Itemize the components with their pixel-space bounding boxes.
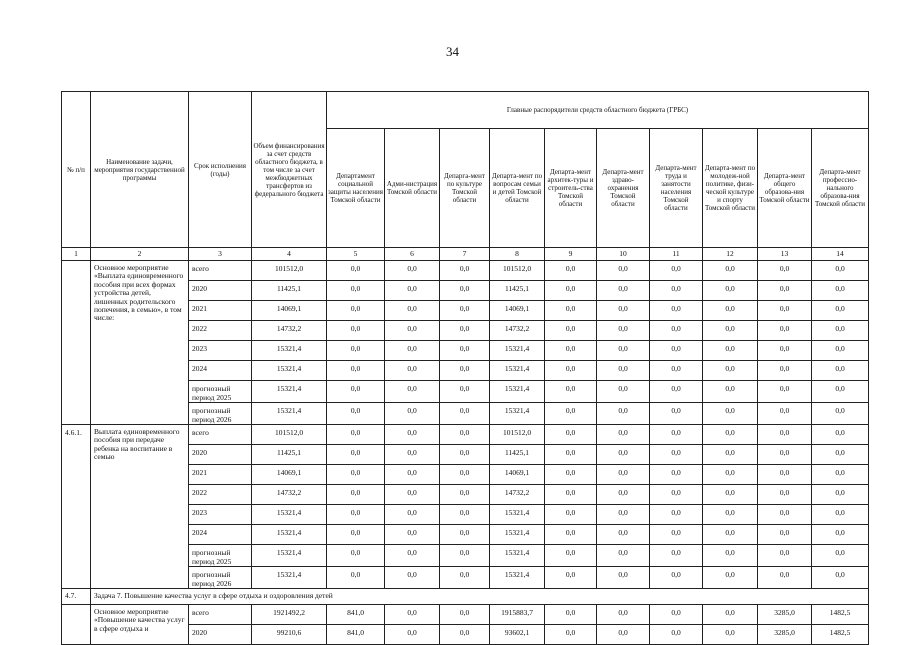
value-cell: 0,0 (385, 625, 440, 645)
value-cell: 0,0 (597, 341, 650, 361)
value-cell: 0,0 (597, 403, 650, 425)
row-index: 4.6.1. (62, 425, 91, 589)
value-cell: 0,0 (812, 425, 869, 445)
header-department: Департа-мент здраво-охранения Томской области (597, 129, 650, 248)
value-cell: 0,0 (385, 425, 440, 445)
value-cell: 0,0 (703, 321, 758, 341)
value-cell: 0,0 (597, 281, 650, 301)
value-cell: 0,0 (597, 425, 650, 445)
value-cell: 0,0 (545, 261, 597, 281)
period-cell: прогнозный период 2026 (189, 403, 252, 425)
value-cell: 14069,1 (490, 301, 545, 321)
column-number: 7 (440, 248, 490, 261)
value-cell: 0,0 (545, 605, 597, 625)
value-cell: 0,0 (440, 445, 490, 465)
value-cell: 0,0 (650, 445, 703, 465)
value-cell: 0,0 (703, 445, 758, 465)
value-cell: 0,0 (812, 301, 869, 321)
column-number: 6 (385, 248, 440, 261)
value-cell: 0,0 (650, 525, 703, 545)
header-index: № п/п (62, 92, 91, 248)
value-cell: 0,0 (650, 567, 703, 589)
task-title: Задача 7. Повышение качества услуг в сфере отдыха и оздоровления детей (91, 589, 869, 605)
value-cell: 841,0 (327, 605, 385, 625)
value-cell: 0,0 (703, 281, 758, 301)
value-cell: 0,0 (385, 465, 440, 485)
value-cell: 0,0 (440, 403, 490, 425)
value-cell: 15321,4 (252, 341, 327, 361)
value-cell: 0,0 (385, 321, 440, 341)
value-cell: 11425,1 (490, 281, 545, 301)
header-term: Срок исполнения (годы) (189, 92, 252, 248)
value-cell: 1482,5 (812, 605, 869, 625)
activity-name: Выплата единовременного пособия при передаче ребенка на воспитание в семью (91, 425, 189, 589)
value-cell: 0,0 (327, 381, 385, 403)
period-cell: 2020 (189, 281, 252, 301)
header-department: Адми-нистрация Томской области (385, 129, 440, 248)
page-number: 34 (446, 44, 459, 59)
value-cell: 0,0 (812, 525, 869, 545)
value-cell: 0,0 (703, 301, 758, 321)
value-cell: 0,0 (758, 525, 812, 545)
value-cell: 0,0 (758, 321, 812, 341)
value-cell: 0,0 (327, 485, 385, 505)
value-cell: 0,0 (327, 465, 385, 485)
value-cell: 0,0 (650, 341, 703, 361)
value-cell: 0,0 (440, 605, 490, 625)
value-cell: 0,0 (597, 485, 650, 505)
column-number: 12 (703, 248, 758, 261)
value-cell: 0,0 (545, 525, 597, 545)
period-cell: 2020 (189, 625, 252, 645)
period-cell: 2020 (189, 445, 252, 465)
value-cell: 0,0 (703, 425, 758, 445)
column-numbers-row (62, 248, 869, 261)
value-cell: 15321,4 (252, 567, 327, 589)
row-index (62, 261, 91, 425)
value-cell: 0,0 (703, 605, 758, 625)
value-cell: 0,0 (597, 525, 650, 545)
value-cell: 0,0 (385, 545, 440, 567)
value-cell: 0,0 (440, 425, 490, 445)
value-cell: 0,0 (327, 545, 385, 567)
value-cell: 0,0 (545, 361, 597, 381)
value-cell: 0,0 (327, 567, 385, 589)
value-cell: 0,0 (327, 361, 385, 381)
task-row (62, 589, 869, 605)
value-cell: 0,0 (597, 605, 650, 625)
value-cell: 0,0 (545, 425, 597, 445)
value-cell: 15321,4 (490, 525, 545, 545)
column-number: 5 (327, 248, 385, 261)
value-cell: 0,0 (703, 361, 758, 381)
value-cell: 0,0 (385, 381, 440, 403)
value-cell: 0,0 (545, 445, 597, 465)
value-cell: 0,0 (440, 361, 490, 381)
header-department: Департа-мент по молодеж-ной политике, физи-ческой культуре и спорту Томской области (703, 129, 758, 248)
value-cell: 0,0 (758, 261, 812, 281)
value-cell: 0,0 (545, 321, 597, 341)
value-cell: 0,0 (703, 341, 758, 361)
value-cell: 0,0 (703, 545, 758, 567)
period-cell: 2022 (189, 485, 252, 505)
value-cell: 0,0 (385, 505, 440, 525)
value-cell: 0,0 (703, 485, 758, 505)
period-cell: 2022 (189, 321, 252, 341)
task-index: 4.7. (62, 589, 91, 605)
value-cell: 0,0 (385, 445, 440, 465)
value-cell: 0,0 (650, 465, 703, 485)
value-cell: 0,0 (327, 301, 385, 321)
header-department: Департа-мент профессио-нального образова-ния Томской области (812, 129, 869, 248)
value-cell: 0,0 (758, 465, 812, 485)
value-cell: 0,0 (385, 525, 440, 545)
value-cell: 0,0 (327, 445, 385, 465)
value-cell: 15321,4 (490, 403, 545, 425)
row-index (62, 605, 91, 645)
column-number: 9 (545, 248, 597, 261)
value-cell: 0,0 (440, 545, 490, 567)
value-cell: 0,0 (812, 505, 869, 525)
value-cell: 0,0 (650, 505, 703, 525)
value-cell: 14069,1 (252, 465, 327, 485)
value-cell: 0,0 (327, 525, 385, 545)
period-cell: прогнозный период 2026 (189, 567, 252, 589)
value-cell: 0,0 (650, 485, 703, 505)
value-cell: 0,0 (440, 505, 490, 525)
value-cell: 0,0 (545, 465, 597, 485)
value-cell: 15321,4 (490, 567, 545, 589)
value-cell: 0,0 (440, 321, 490, 341)
value-cell: 15321,4 (252, 403, 327, 425)
header-volume: Объем финансирования за счет средств областного бюджета, в том числе за счет межбюджетных трансфертов из федерального бюджета (252, 92, 327, 248)
table-row (62, 261, 869, 281)
value-cell: 0,0 (812, 261, 869, 281)
value-cell: 0,0 (650, 301, 703, 321)
period-cell: 2023 (189, 341, 252, 361)
value-cell: 0,0 (545, 545, 597, 567)
header-department: Департа-мент по вопросам семьи и детей Томской области (490, 129, 545, 248)
value-cell: 0,0 (812, 465, 869, 485)
value-cell: 0,0 (812, 545, 869, 567)
value-cell: 0,0 (812, 567, 869, 589)
column-number: 4 (252, 248, 327, 261)
header-department: Депарга-мент по культуре Томской области (440, 129, 490, 248)
value-cell: 0,0 (597, 321, 650, 341)
column-number: 14 (812, 248, 869, 261)
column-number: 1 (62, 248, 91, 261)
value-cell: 0,0 (545, 403, 597, 425)
value-cell: 0,0 (440, 281, 490, 301)
value-cell: 0,0 (385, 281, 440, 301)
value-cell: 0,0 (758, 361, 812, 381)
value-cell: 0,0 (758, 505, 812, 525)
value-cell: 0,0 (597, 505, 650, 525)
value-cell: 0,0 (327, 321, 385, 341)
value-cell: 0,0 (703, 381, 758, 403)
value-cell: 11425,1 (252, 445, 327, 465)
value-cell: 0,0 (597, 381, 650, 403)
header-department: Департа-мент труда и занятости населения Томской области (650, 129, 703, 248)
value-cell: 0,0 (703, 403, 758, 425)
value-cell: 14732,2 (252, 321, 327, 341)
column-number: 13 (758, 248, 812, 261)
header-name: Наименование задачи, мероприятия государственной программы (91, 92, 189, 248)
value-cell: 1915883,7 (490, 605, 545, 625)
value-cell: 0,0 (327, 281, 385, 301)
value-cell: 0,0 (650, 321, 703, 341)
value-cell: 0,0 (440, 625, 490, 645)
period-cell: 2024 (189, 525, 252, 545)
period-cell: всего (189, 425, 252, 445)
value-cell: 0,0 (758, 381, 812, 403)
value-cell: 0,0 (327, 341, 385, 361)
period-cell: 2021 (189, 301, 252, 321)
header-department: Департамент социальной защиты населения Томской области (327, 129, 385, 248)
value-cell: 0,0 (650, 625, 703, 645)
value-cell: 0,0 (385, 341, 440, 361)
value-cell: 0,0 (440, 381, 490, 403)
activity-name: Основное мероприятие «Повышение качества услуг в сфере отдыха и (91, 605, 189, 645)
value-cell: 0,0 (703, 567, 758, 589)
period-cell: всего (189, 605, 252, 625)
value-cell: 0,0 (597, 545, 650, 567)
header-department: Департа-мент архитек-туры и строитель-ства Томской области (545, 129, 597, 248)
value-cell: 0,0 (758, 425, 812, 445)
value-cell: 0,0 (703, 261, 758, 281)
value-cell: 0,0 (812, 341, 869, 361)
header-department: Департа-мент общего образова-ния Томской области (758, 129, 812, 248)
value-cell: 1482,5 (812, 625, 869, 645)
value-cell: 0,0 (440, 261, 490, 281)
value-cell: 0,0 (812, 281, 869, 301)
value-cell: 0,0 (597, 567, 650, 589)
value-cell: 0,0 (385, 361, 440, 381)
value-cell: 0,0 (597, 261, 650, 281)
value-cell: 0,0 (385, 261, 440, 281)
value-cell: 0,0 (440, 465, 490, 485)
column-number: 11 (650, 248, 703, 261)
value-cell: 0,0 (545, 567, 597, 589)
value-cell: 0,0 (758, 281, 812, 301)
value-cell: 0,0 (758, 341, 812, 361)
column-number: 10 (597, 248, 650, 261)
value-cell: 0,0 (327, 403, 385, 425)
value-cell: 15321,4 (252, 505, 327, 525)
value-cell: 0,0 (758, 445, 812, 465)
value-cell: 0,0 (650, 381, 703, 403)
value-cell: 99210,6 (252, 625, 327, 645)
value-cell: 15321,4 (490, 341, 545, 361)
value-cell: 841,0 (327, 625, 385, 645)
value-cell: 93602,1 (490, 625, 545, 645)
value-cell: 0,0 (597, 445, 650, 465)
value-cell: 0,0 (650, 425, 703, 445)
table-row (62, 605, 869, 625)
value-cell: 0,0 (327, 425, 385, 445)
period-cell: прогнозный период 2025 (189, 545, 252, 567)
value-cell: 0,0 (812, 381, 869, 403)
value-cell: 15321,4 (490, 361, 545, 381)
column-number: 2 (91, 248, 189, 261)
value-cell: 0,0 (703, 465, 758, 485)
period-cell: 2024 (189, 361, 252, 381)
value-cell: 101512,0 (252, 261, 327, 281)
value-cell: 0,0 (812, 321, 869, 341)
value-cell: 15321,4 (490, 381, 545, 403)
value-cell: 0,0 (758, 545, 812, 567)
value-cell: 14732,2 (252, 485, 327, 505)
period-cell: 2021 (189, 465, 252, 485)
value-cell: 0,0 (758, 403, 812, 425)
column-number: 8 (490, 248, 545, 261)
value-cell: 0,0 (597, 361, 650, 381)
value-cell: 0,0 (812, 485, 869, 505)
value-cell: 14069,1 (252, 301, 327, 321)
value-cell: 3285,0 (758, 625, 812, 645)
value-cell: 15321,4 (252, 381, 327, 403)
value-cell: 0,0 (703, 625, 758, 645)
value-cell: 0,0 (440, 301, 490, 321)
value-cell: 0,0 (650, 261, 703, 281)
column-number: 3 (189, 248, 252, 261)
value-cell: 0,0 (545, 301, 597, 321)
value-cell: 0,0 (545, 281, 597, 301)
value-cell: 0,0 (545, 341, 597, 361)
value-cell: 0,0 (703, 525, 758, 545)
value-cell: 3285,0 (758, 605, 812, 625)
header-grbs-group: Главные распорядители средств областного бюджета (ГРБС) (327, 92, 869, 129)
period-cell: всего (189, 261, 252, 281)
value-cell: 0,0 (385, 567, 440, 589)
value-cell: 0,0 (385, 605, 440, 625)
value-cell: 0,0 (758, 567, 812, 589)
value-cell: 0,0 (758, 301, 812, 321)
value-cell: 11425,1 (490, 445, 545, 465)
value-cell: 0,0 (597, 465, 650, 485)
value-cell: 15321,4 (252, 525, 327, 545)
value-cell: 14069,1 (490, 465, 545, 485)
value-cell: 0,0 (327, 261, 385, 281)
value-cell: 0,0 (597, 301, 650, 321)
value-cell: 0,0 (758, 485, 812, 505)
value-cell: 0,0 (703, 505, 758, 525)
value-cell: 0,0 (812, 445, 869, 465)
value-cell: 101512,0 (490, 261, 545, 281)
value-cell: 0,0 (650, 361, 703, 381)
value-cell: 1921492,2 (252, 605, 327, 625)
period-cell: 2023 (189, 505, 252, 525)
value-cell: 0,0 (650, 545, 703, 567)
table-row (62, 425, 869, 445)
value-cell: 0,0 (385, 485, 440, 505)
value-cell: 0,0 (385, 403, 440, 425)
value-cell: 0,0 (440, 525, 490, 545)
value-cell: 0,0 (812, 361, 869, 381)
value-cell: 14732,2 (490, 485, 545, 505)
activity-name: Основное мероприятие «Выплата единовременного пособия при всех формах устройства детей, лишенных родительского попечения, в семью», в том числе: (91, 261, 189, 425)
value-cell: 0,0 (440, 341, 490, 361)
value-cell: 0,0 (650, 281, 703, 301)
value-cell: 15321,4 (252, 361, 327, 381)
value-cell: 0,0 (327, 505, 385, 525)
value-cell: 0,0 (650, 403, 703, 425)
value-cell: 101512,0 (252, 425, 327, 445)
value-cell: 0,0 (650, 605, 703, 625)
value-cell: 0,0 (545, 505, 597, 525)
value-cell: 14732,2 (490, 321, 545, 341)
value-cell: 101512,0 (490, 425, 545, 445)
value-cell: 0,0 (545, 625, 597, 645)
value-cell: 0,0 (545, 381, 597, 403)
value-cell: 15321,4 (490, 545, 545, 567)
budget-table (61, 91, 869, 645)
value-cell: 0,0 (812, 403, 869, 425)
value-cell: 0,0 (545, 485, 597, 505)
value-cell: 0,0 (440, 485, 490, 505)
value-cell: 0,0 (597, 625, 650, 645)
value-cell: 0,0 (385, 301, 440, 321)
value-cell: 15321,4 (490, 505, 545, 525)
value-cell: 11425,1 (252, 281, 327, 301)
value-cell: 15321,4 (252, 545, 327, 567)
value-cell: 0,0 (440, 567, 490, 589)
period-cell: прогнозный период 2025 (189, 381, 252, 403)
